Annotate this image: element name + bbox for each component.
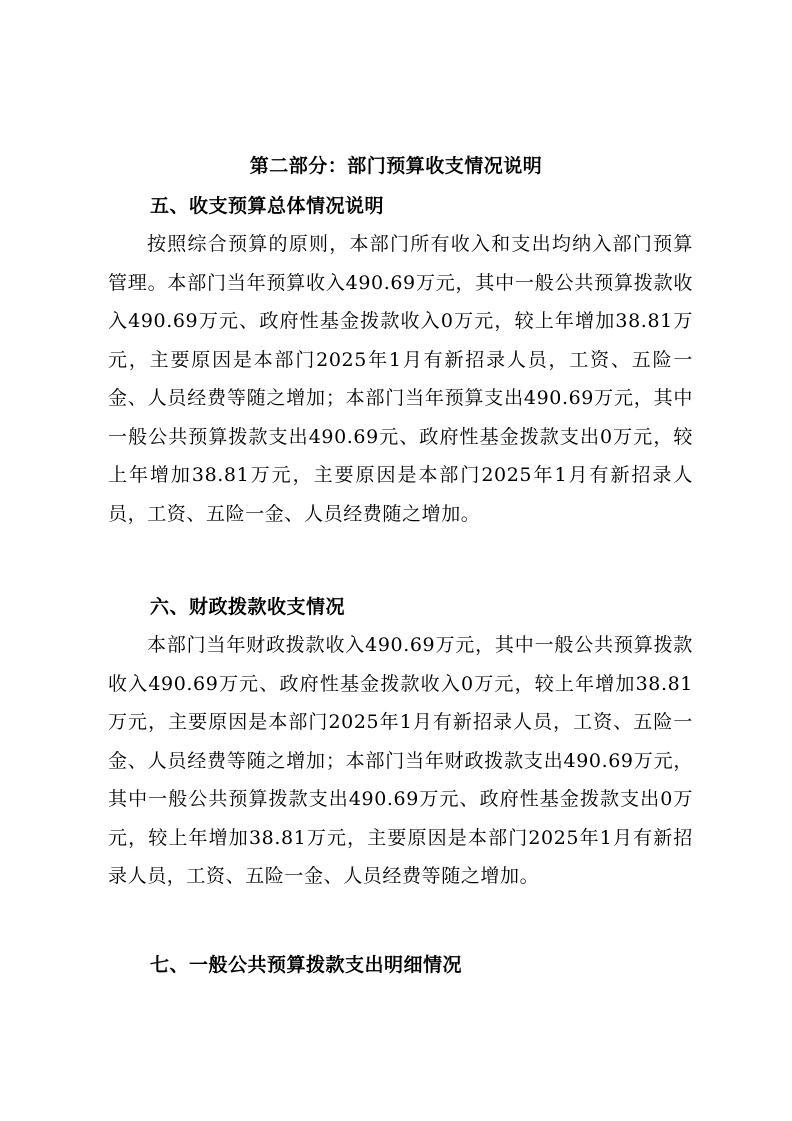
section-paragraph-5: 按照综合预算的原则，本部门所有收入和支出均纳入部门预算管理。本部门当年预算收入490.69万元，其中一般公共预算拨款收入490.69万元、政府性基金拨款收入0万元，较上年增加38.81万元，主要原因是本部门2025年1月有新招录人员，工资、五险一金、人员经费等随之增加；本部门当年预算支出490.69万元，其中一般公共预算拨款支出490.69元、政府性基金拨款支出0万元，较上年增加38.81万元，主要原因是本部门2025年1月有新招录人员，工资、五险一金、人员经费随之增加。	[108, 233, 693, 525]
page-title: 第二部分：部门预算收支情况说明	[249, 155, 543, 177]
section-heading-7: 七、一般公共预算拨款支出明细情况	[150, 954, 463, 976]
section-heading-5: 五、收支预算总体情况说明	[150, 195, 385, 217]
section-heading-6: 六、财政拨款收支情况	[150, 596, 346, 618]
section-paragraph-6: 本部门当年财政拨款收入490.69万元，其中一般公共预算拨款收入490.69万元、政府性基金拨款收入0万元，较上年增加38.81万元，主要原因是本部门2025年1月有新招录人员，工资、五险一金、人员经费等随之增加；本部门当年财政拨款支出490.69万元，其中一般公共预算拨款支出490.69万元、政府性基金拨款支出0万元，较上年增加38.81万元，主要原因是本部门2025年1月有新招录人员，工资、五险一金、人员经费等随之增加。	[108, 634, 693, 887]
